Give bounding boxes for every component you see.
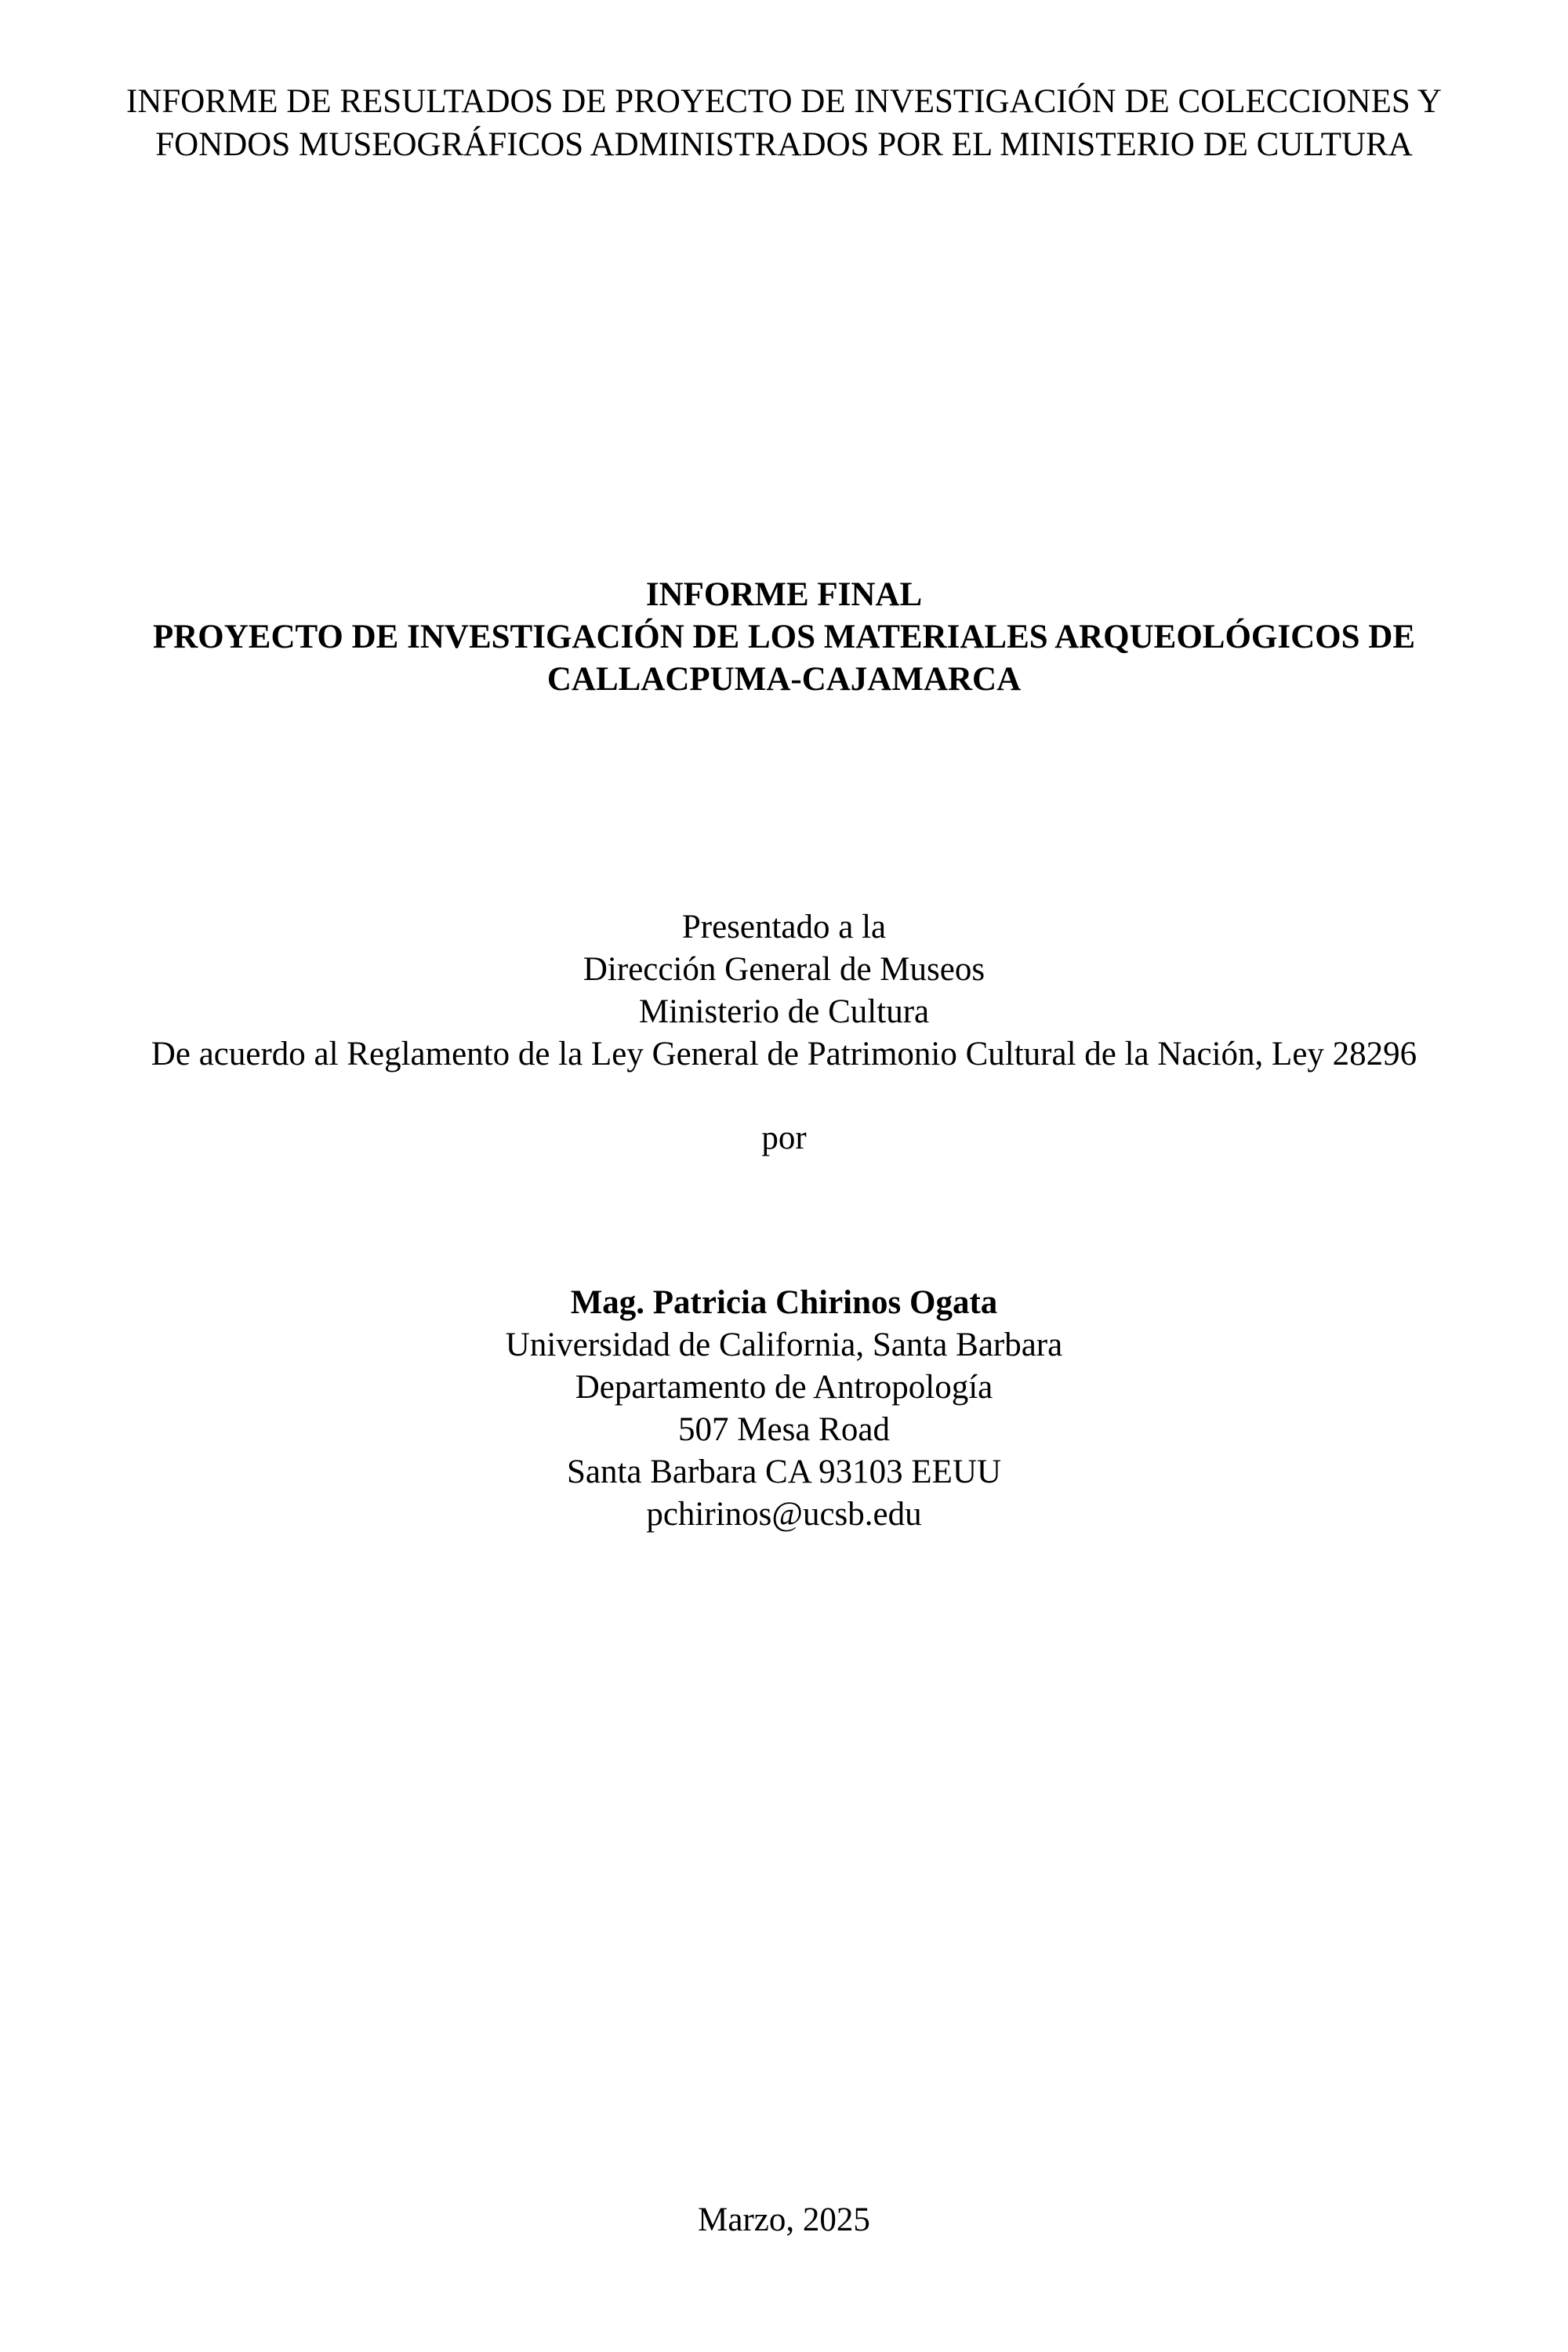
author-email: pchirinos@ucsb.edu [646,1496,922,1533]
author-address-city: Santa Barbara CA 93103 EEUU [566,1454,1002,1490]
presented-to-line: Presentado a la [681,909,887,946]
recipient-ministry: Ministerio de Cultura [638,993,930,1030]
author-institution: Universidad de California, Santa Barbara [505,1327,1063,1363]
title-line-3: CALLACPUMA-CAJAMARCA [546,661,1022,698]
author-address-street: 507 Mesa Road [678,1411,890,1448]
header-line-1: INFORME DE RESULTADOS DE PROYECTO DE INVESTIGACIÓN DE COLECCIONES Y [126,83,1442,120]
recipient-directorate: Dirección General de Museos [583,951,985,988]
author-name: Mag. Patricia Chirinos Ogata [570,1284,998,1321]
author-department: Departamento de Antropología [575,1369,993,1406]
legal-basis-line: De acuerdo al Reglamento de la Ley General de Patrimonio Cultural de la Nación, Ley 28296 [151,1036,1417,1073]
title-line-1: INFORME FINAL [645,576,923,613]
title-line-2: PROYECTO DE INVESTIGACIÓN DE LOS MATERIALES ARQUEOLÓGICOS DE [152,619,1416,655]
header-line-2: FONDOS MUSEOGRÁFICOS ADMINISTRADOS POR EL MINISTERIO DE CULTURA [155,126,1413,163]
by-line: por [761,1120,807,1156]
report-date: Marzo, 2025 [698,2201,870,2238]
